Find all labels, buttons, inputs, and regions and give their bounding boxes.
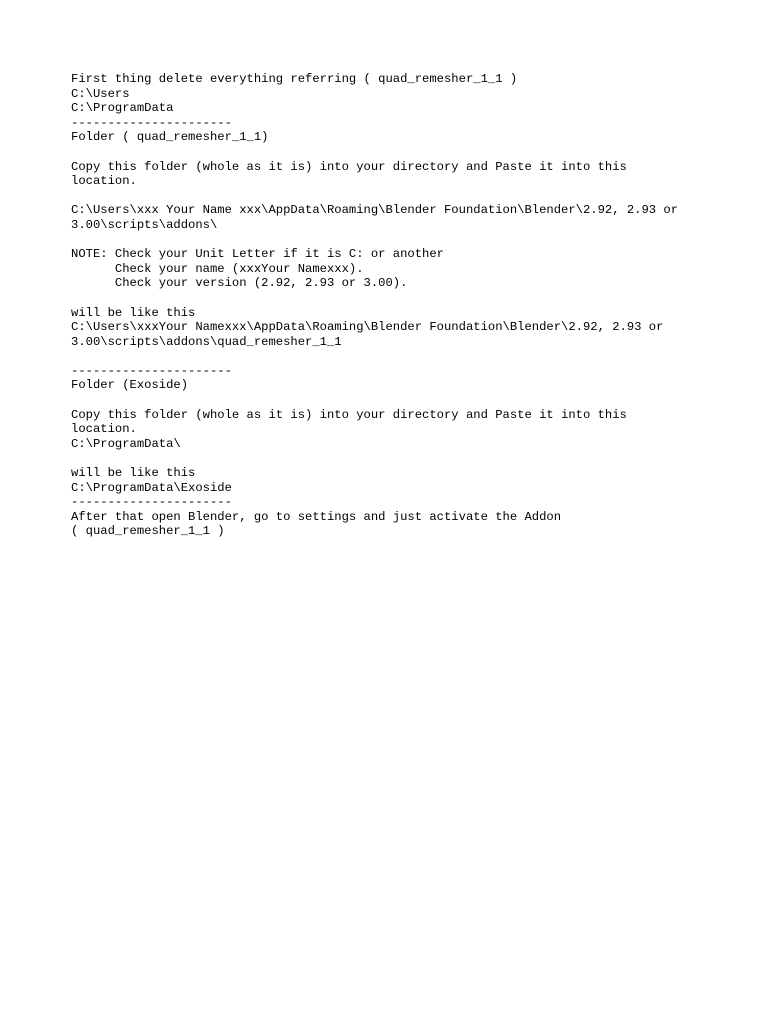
text-line: First thing delete everything referring ( quad_remesher_1_1 ) [71, 72, 518, 86]
blank-line [71, 451, 751, 466]
text-line: C:\ProgramData [71, 101, 174, 116]
text-line: will be like this [71, 305, 196, 320]
text-line: location. [71, 174, 137, 189]
text-line: Folder ( quad_remesher_1_1) [71, 130, 269, 145]
path-line: 3.00\scripts\addons\quad_remesher_1_1 [71, 334, 342, 349]
note-line: Check your version (2.92, 2.93 or 3.00). [71, 276, 408, 291]
document-page [71, 72, 751, 539]
text-line: Copy this folder (whole as it is) into your directory and Paste it into this [71, 407, 627, 422]
text-line: Folder (Exoside) [71, 378, 189, 393]
blank-line [71, 189, 751, 204]
path-line: C:\Users\xxxYour Namexxx\AppData\Roaming\Blender Foundation\Blender\2.92, 2.93 or [71, 320, 664, 335]
blank-line [71, 349, 751, 364]
text-line: Copy this folder (whole as it is) into your directory and Paste it into this [71, 159, 627, 174]
text-line: will be like this [71, 466, 196, 481]
text-line: C:\Users [71, 86, 130, 101]
separator-line: ---------------------- [71, 495, 232, 510]
text-line: ( quad_remesher_1_1 ) [71, 524, 225, 539]
separator-line: ---------------------- [71, 363, 232, 378]
text-line: After that open Blender, go to settings and just activate the Addon [71, 509, 562, 524]
note-line: Check your name (xxxYour Namexxx). [71, 261, 364, 276]
path-line: 3.00\scripts\addons\ [71, 217, 218, 232]
text-line: location. [71, 422, 137, 437]
note-line: NOTE: Check your Unit Letter if it is C: or another [71, 247, 444, 262]
blank-line [71, 291, 751, 306]
path-line: C:\ProgramData\Exoside [71, 480, 232, 495]
blank-line [71, 393, 751, 408]
blank-line [71, 145, 751, 160]
path-line: C:\ProgramData\ [71, 436, 181, 451]
separator-line: ---------------------- [71, 115, 232, 130]
path-line: C:\Users\xxx Your Name xxx\AppData\Roaming\Blender Foundation\Blender\2.92, 2.93 or [71, 203, 679, 218]
blank-line [71, 233, 751, 248]
